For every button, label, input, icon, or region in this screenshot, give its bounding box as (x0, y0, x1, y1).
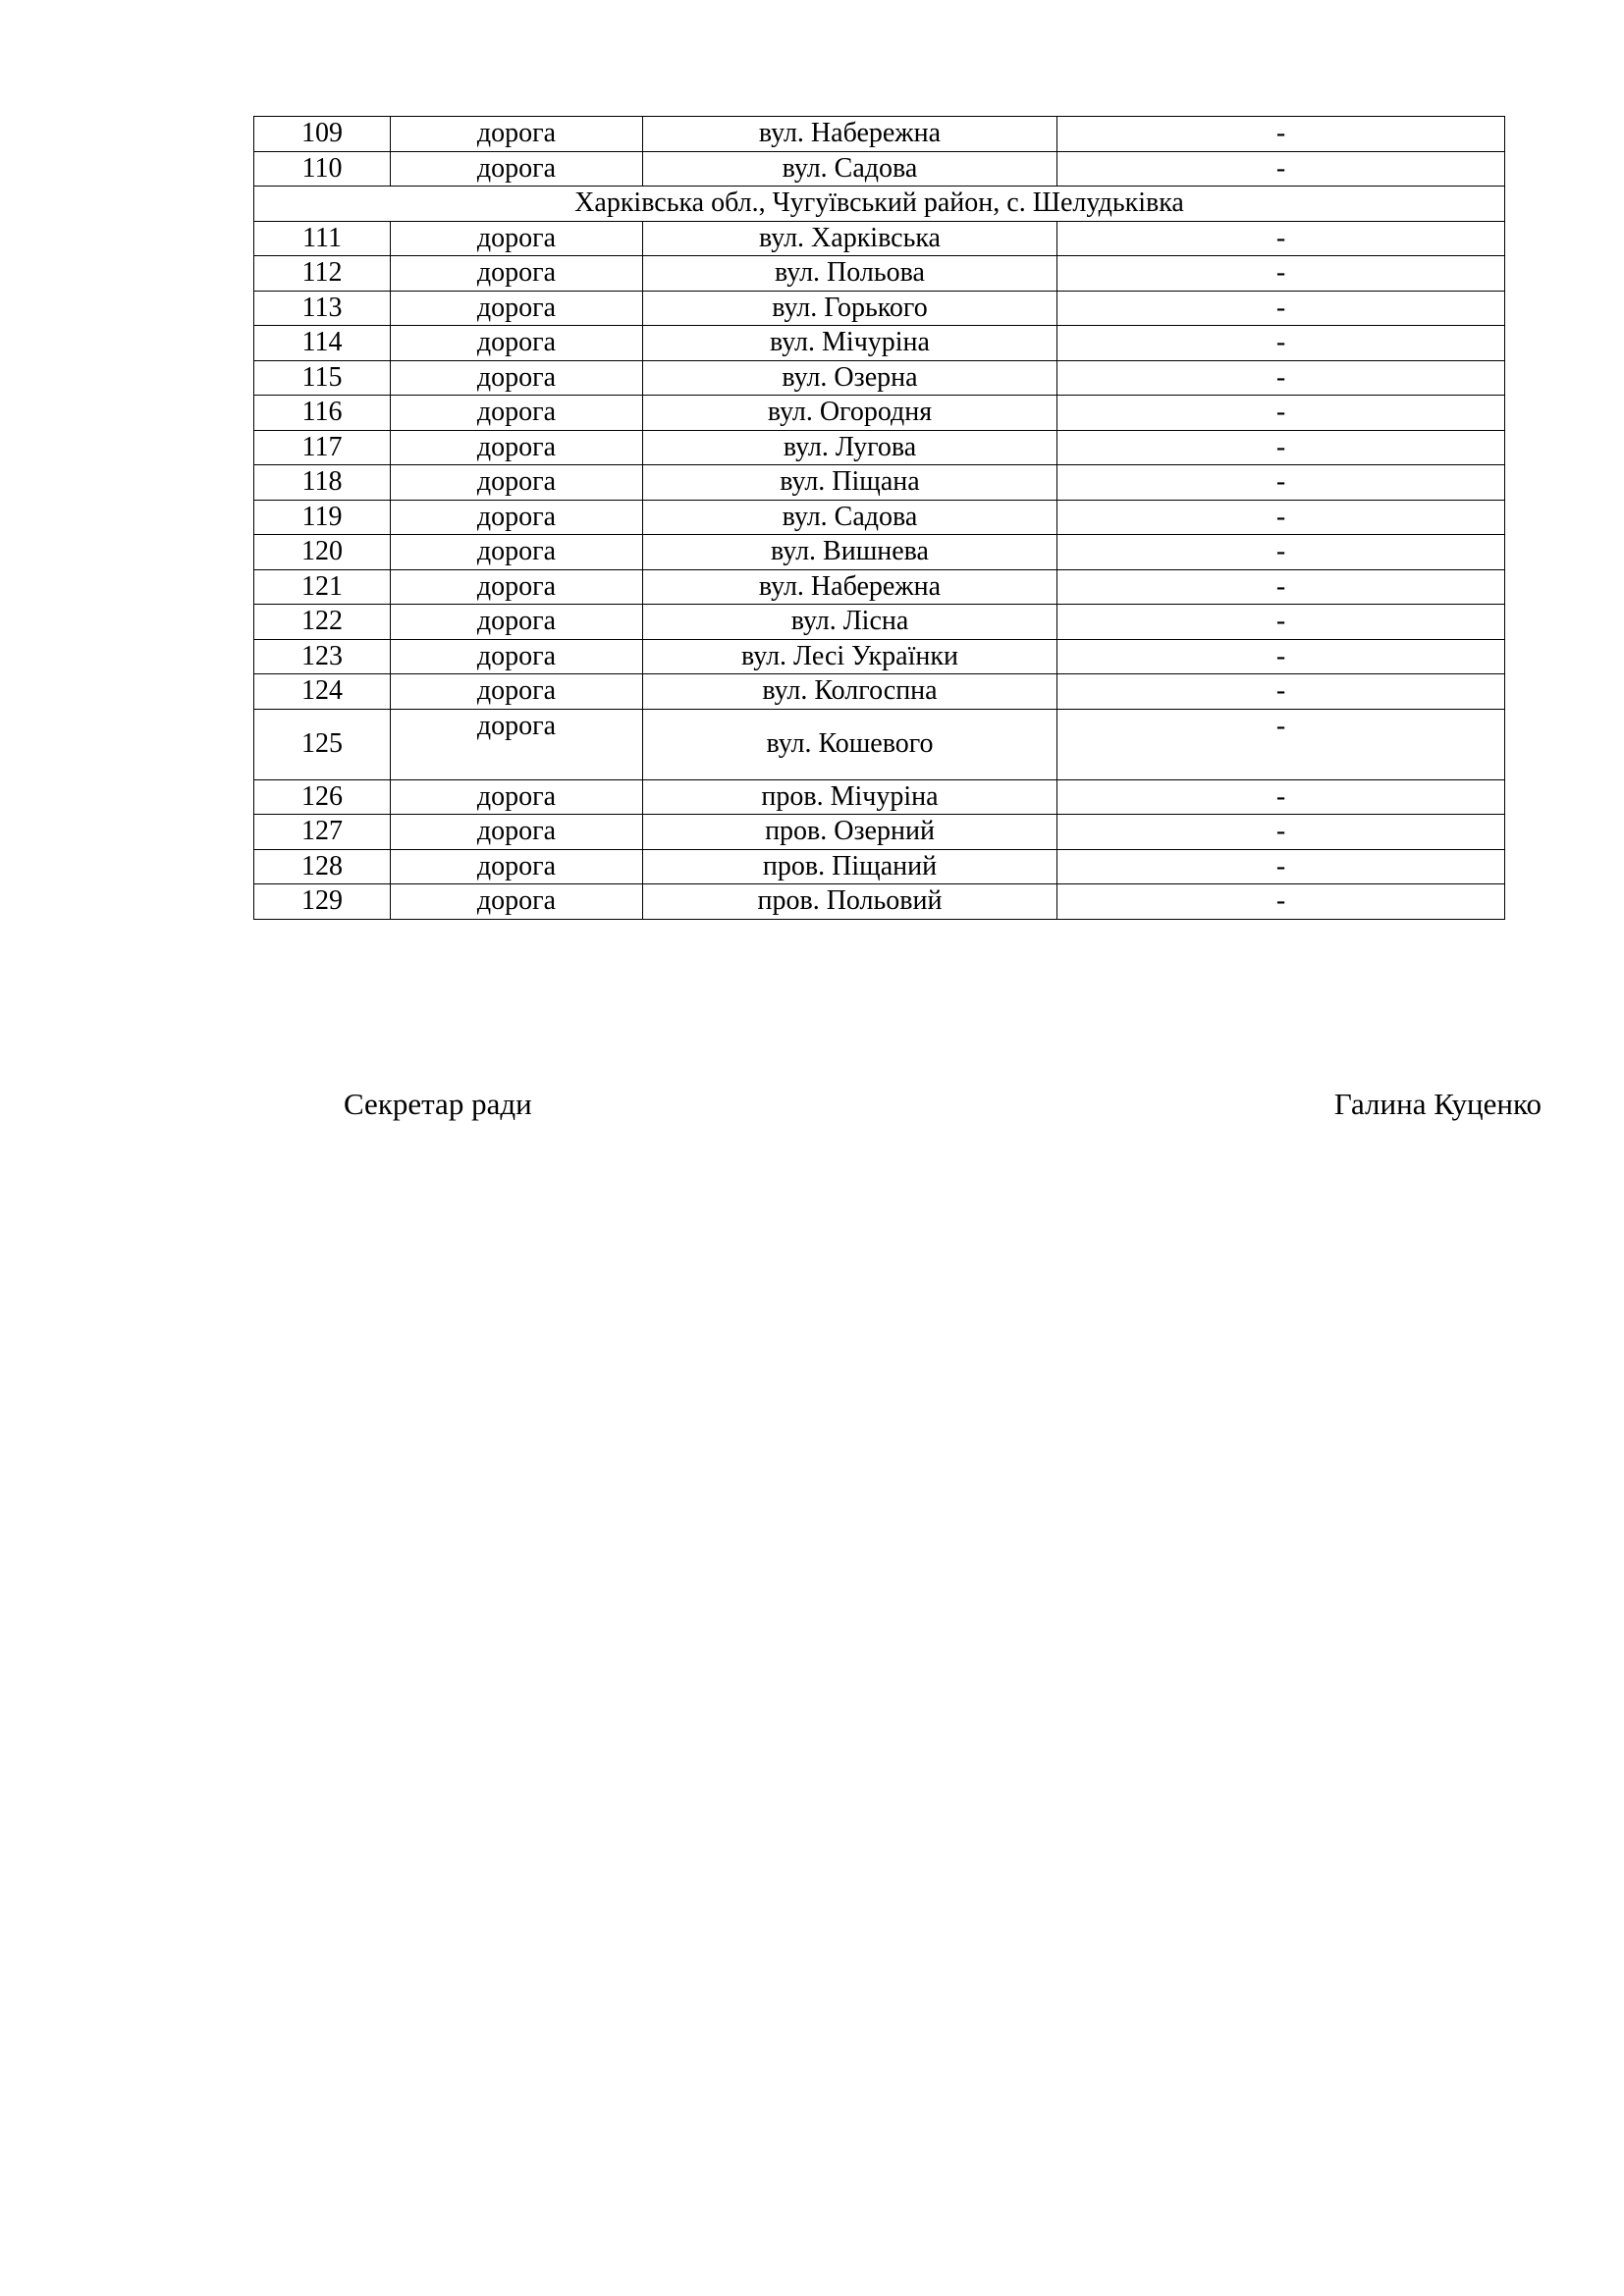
note-cell: - (1057, 291, 1505, 326)
object-type: дорога (391, 639, 643, 674)
table-row (254, 639, 1505, 674)
note-cell: - (1057, 674, 1505, 710)
note-cell: - (1057, 465, 1505, 501)
row-number: 115 (254, 360, 391, 396)
table-row (254, 849, 1505, 884)
note-cell: - (1057, 221, 1505, 256)
note-cell: - (1057, 430, 1505, 465)
note-cell: - (1057, 256, 1505, 292)
signature-name: Галина Куценко (1333, 1087, 1542, 1121)
table-row (254, 605, 1505, 640)
table-row (254, 779, 1505, 815)
row-number: 109 (254, 117, 391, 152)
table-row (254, 535, 1505, 570)
street-name: вул. Лугова (643, 430, 1057, 465)
row-number: 118 (254, 465, 391, 501)
row-number: 123 (254, 639, 391, 674)
row-number: 113 (254, 291, 391, 326)
row-number: 128 (254, 849, 391, 884)
row-number: 125 (254, 709, 391, 779)
table-row (254, 117, 1505, 152)
street-name: вул. Піщана (643, 465, 1057, 501)
table-row (254, 569, 1505, 605)
row-number: 120 (254, 535, 391, 570)
note-cell: - (1057, 849, 1505, 884)
street-name: вул. Набережна (643, 117, 1057, 152)
table-row (254, 256, 1505, 292)
note-cell: - (1057, 535, 1505, 570)
object-type: дорога (391, 465, 643, 501)
table-row (254, 396, 1505, 431)
table-row (254, 360, 1505, 396)
object-type: дорога (391, 291, 643, 326)
object-type: дорога (391, 709, 643, 779)
note-cell: - (1057, 639, 1505, 674)
object-type: дорога (391, 779, 643, 815)
object-type: дорога (391, 849, 643, 884)
section-row (254, 187, 1505, 222)
table-row (254, 884, 1505, 920)
table-row (254, 465, 1505, 501)
table-row (254, 221, 1505, 256)
street-name: вул. Лесі Українки (643, 639, 1057, 674)
row-number: 116 (254, 396, 391, 431)
object-type: дорога (391, 360, 643, 396)
object-type: дорога (391, 815, 643, 850)
table-row (254, 326, 1505, 361)
note-cell: - (1057, 605, 1505, 640)
note-cell: - (1057, 569, 1505, 605)
row-number: 121 (254, 569, 391, 605)
street-name: вул. Харківська (643, 221, 1057, 256)
object-type: дорога (391, 151, 643, 187)
object-type: дорога (391, 605, 643, 640)
roads-table-body (254, 117, 1505, 920)
table-row (254, 430, 1505, 465)
object-type: дорога (391, 884, 643, 920)
street-name: пров. Піщаний (643, 849, 1057, 884)
object-type: дорога (391, 674, 643, 710)
object-type: дорога (391, 430, 643, 465)
row-number: 124 (254, 674, 391, 710)
street-name: вул. Набережна (643, 569, 1057, 605)
street-name: вул. Вишнева (643, 535, 1057, 570)
table-row (254, 674, 1505, 710)
row-number: 114 (254, 326, 391, 361)
note-cell: - (1057, 117, 1505, 152)
street-name: вул. Мічуріна (643, 326, 1057, 361)
street-name: пров. Мічуріна (643, 779, 1057, 815)
note-cell: - (1057, 326, 1505, 361)
street-name: вул. Польова (643, 256, 1057, 292)
street-name: вул. Садова (643, 151, 1057, 187)
signature-position: Секретар ради (344, 1087, 532, 1121)
row-number: 122 (254, 605, 391, 640)
street-name: вул. Лісна (643, 605, 1057, 640)
table-row (254, 151, 1505, 187)
row-number: 117 (254, 430, 391, 465)
row-number: 129 (254, 884, 391, 920)
note-cell: - (1057, 151, 1505, 187)
street-name: вул. Огородня (643, 396, 1057, 431)
street-name: вул. Садова (643, 500, 1057, 535)
note-cell: - (1057, 500, 1505, 535)
note-cell: - (1057, 884, 1505, 920)
table-row (254, 815, 1505, 850)
object-type: дорога (391, 535, 643, 570)
note-cell: - (1057, 396, 1505, 431)
row-number: 110 (254, 151, 391, 187)
street-name: вул. Горького (643, 291, 1057, 326)
note-cell: - (1057, 360, 1505, 396)
row-number: 127 (254, 815, 391, 850)
row-number: 112 (254, 256, 391, 292)
note-cell: - (1057, 709, 1505, 779)
roads-table (253, 116, 1505, 920)
street-name: вул. Кошевого (643, 709, 1057, 779)
note-cell: - (1057, 815, 1505, 850)
row-number: 119 (254, 500, 391, 535)
table-row (254, 291, 1505, 326)
object-type: дорога (391, 500, 643, 535)
table-row (254, 709, 1505, 779)
object-type: дорога (391, 326, 643, 361)
street-name: пров. Озерний (643, 815, 1057, 850)
row-number: 126 (254, 779, 391, 815)
table-row (254, 500, 1505, 535)
object-type: дорога (391, 117, 643, 152)
street-name: вул. Озерна (643, 360, 1057, 396)
street-name: пров. Польовий (643, 884, 1057, 920)
object-type: дорога (391, 569, 643, 605)
section-heading: Харківська обл., Чугуївський район, с. Шелудьківка (254, 187, 1505, 222)
object-type: дорога (391, 396, 643, 431)
object-type: дорога (391, 256, 643, 292)
street-name: вул. Колгоспна (643, 674, 1057, 710)
object-type: дорога (391, 221, 643, 256)
note-cell: - (1057, 779, 1505, 815)
row-number: 111 (254, 221, 391, 256)
